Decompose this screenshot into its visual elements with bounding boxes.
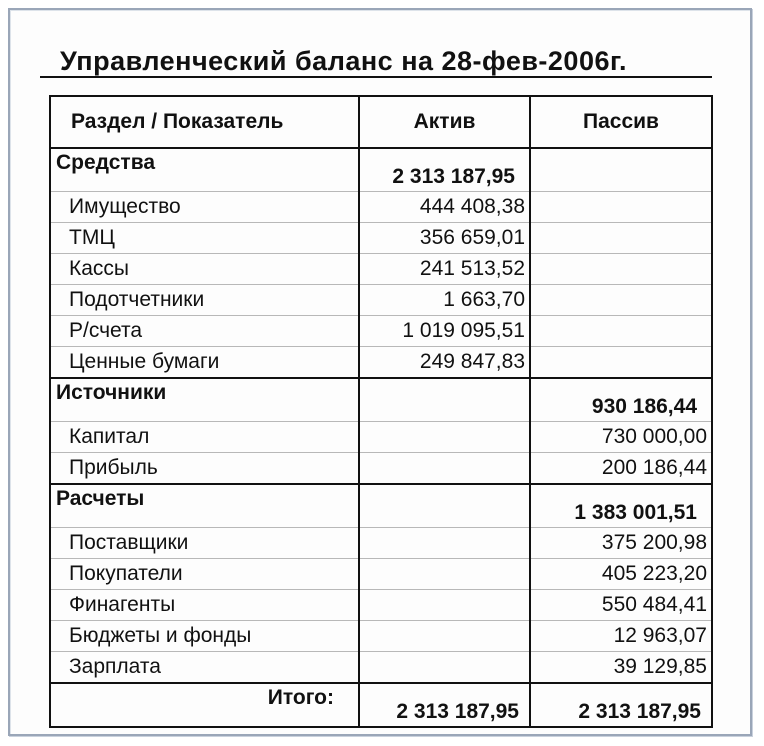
table-header-row — [50, 96, 712, 148]
table-row — [50, 559, 712, 590]
item-asset — [359, 559, 530, 590]
table-row — [50, 316, 712, 347]
section-liability: 1 383 001,51 — [530, 484, 712, 528]
table-row — [50, 422, 712, 453]
total-liability: 2 313 187,95 — [530, 683, 712, 727]
section-asset — [359, 484, 530, 528]
item-liability: 12 963,07 — [530, 621, 712, 652]
column-header-asset: Актив — [359, 96, 530, 148]
item-name: Подотчетники — [50, 285, 359, 316]
item-asset: 444 408,38 — [359, 192, 530, 223]
item-name: Прибыль — [50, 453, 359, 485]
table-row — [50, 652, 712, 684]
report-title: Управленческий баланс на 28-фев-2006г. — [60, 46, 628, 76]
section-asset: 2 313 187,95 — [359, 148, 530, 192]
item-asset — [359, 590, 530, 621]
title-underline — [40, 76, 712, 78]
item-liability: 405 223,20 — [530, 559, 712, 590]
total-asset: 2 313 187,95 — [359, 683, 530, 727]
item-name: Бюджеты и фонды — [50, 621, 359, 652]
item-name: Имущество — [50, 192, 359, 223]
item-asset — [359, 422, 530, 453]
item-name: Покупатели — [50, 559, 359, 590]
section-liability — [530, 148, 712, 192]
table-row — [50, 254, 712, 285]
item-asset: 241 513,52 — [359, 254, 530, 285]
table-row — [50, 453, 712, 485]
item-name: Р/счета — [50, 316, 359, 347]
item-liability — [530, 254, 712, 285]
section-row — [50, 148, 712, 192]
table-row — [50, 223, 712, 254]
table-row — [50, 528, 712, 559]
item-name: ТМЦ — [50, 223, 359, 254]
column-header-liability: Пассив — [530, 96, 712, 148]
item-liability — [530, 316, 712, 347]
section-name: Средства — [50, 148, 359, 192]
item-liability: 200 186,44 — [530, 453, 712, 485]
item-liability — [530, 192, 712, 223]
item-name: Поставщики — [50, 528, 359, 559]
item-asset — [359, 652, 530, 684]
table-row — [50, 347, 712, 379]
item-name: Кассы — [50, 254, 359, 285]
item-liability — [530, 347, 712, 379]
column-header-name: Раздел / Показатель — [50, 96, 359, 148]
item-name: Ценные бумаги — [50, 347, 359, 379]
item-asset — [359, 621, 530, 652]
total-label: Итого: — [50, 683, 359, 727]
item-liability — [530, 285, 712, 316]
table-row — [50, 590, 712, 621]
item-name: Зарплата — [50, 652, 359, 684]
item-asset: 249 847,83 — [359, 347, 530, 379]
item-liability: 730 000,00 — [530, 422, 712, 453]
item-liability — [530, 223, 712, 254]
item-asset: 356 659,01 — [359, 223, 530, 254]
table-row — [50, 621, 712, 652]
section-asset — [359, 378, 530, 422]
item-name: Капитал — [50, 422, 359, 453]
section-liability: 930 186,44 — [530, 378, 712, 422]
total-row — [50, 683, 712, 727]
section-row — [50, 484, 712, 528]
section-name: Расчеты — [50, 484, 359, 528]
balance-table — [49, 95, 713, 728]
item-liability: 39 129,85 — [530, 652, 712, 684]
item-asset: 1 019 095,51 — [359, 316, 530, 347]
item-liability: 550 484,41 — [530, 590, 712, 621]
section-name: Источники — [50, 378, 359, 422]
section-row — [50, 378, 712, 422]
table-row — [50, 285, 712, 316]
item-asset — [359, 528, 530, 559]
item-asset: 1 663,70 — [359, 285, 530, 316]
item-asset — [359, 453, 530, 485]
table-row — [50, 192, 712, 223]
item-liability: 375 200,98 — [530, 528, 712, 559]
item-name: Финагенты — [50, 590, 359, 621]
